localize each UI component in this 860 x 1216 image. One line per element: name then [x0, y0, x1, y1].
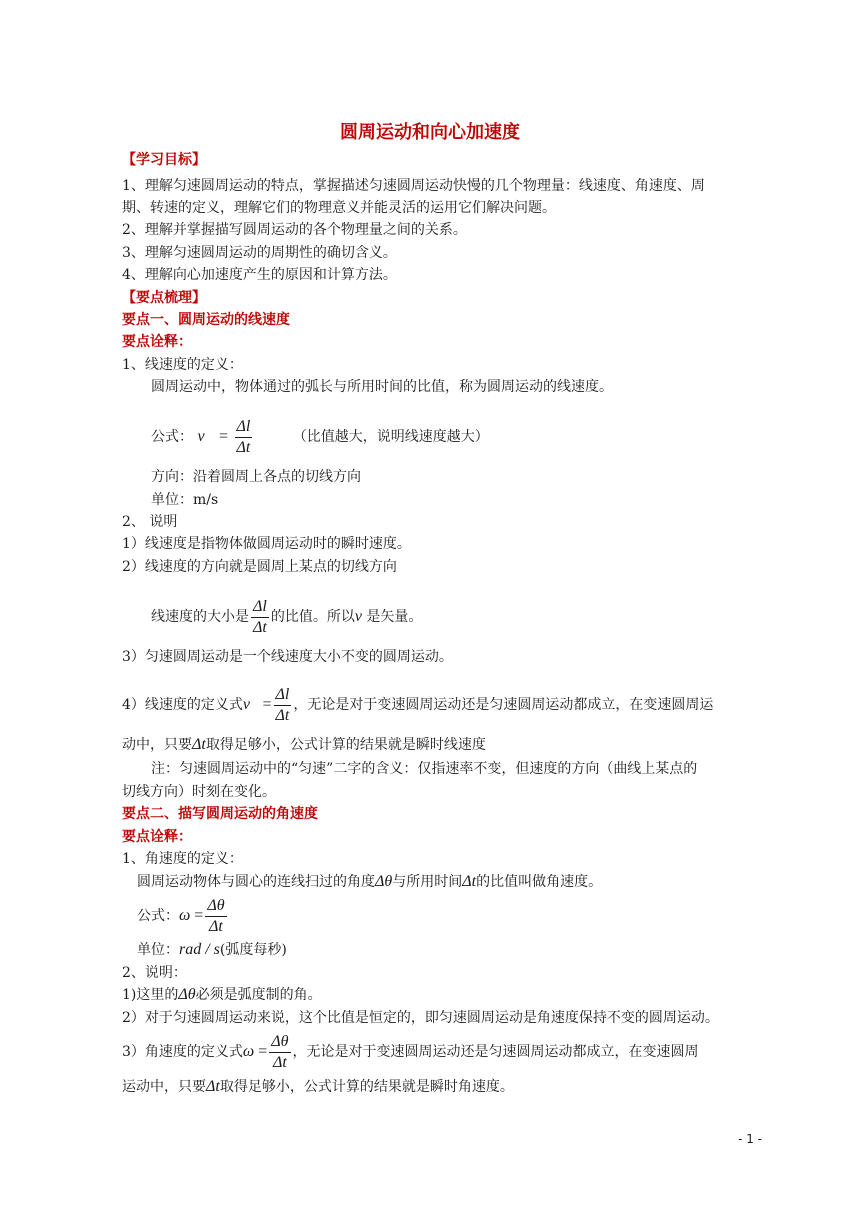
formula-comment: （比值越大，说明线速度越大）: [292, 429, 489, 445]
text-post: 必须是弧度制的角。: [195, 987, 322, 1003]
formula-label: 公式：: [137, 908, 179, 924]
var-v: v: [242, 696, 251, 713]
text-pre: 线速度的大小是: [151, 609, 249, 625]
explain-label: 2、 说明: [122, 514, 178, 530]
speed-magnitude-line: [151, 596, 791, 638]
var-omega: ω: [179, 907, 191, 924]
explain-item-1: 1）线速度是指物体做圆周运动时的瞬时速度。: [122, 536, 411, 552]
text-pre: 运动中，只要: [122, 1079, 206, 1095]
direction-line: 方向：沿着圆周上各点的切线方向: [151, 469, 361, 485]
equals-sign: =: [194, 907, 204, 924]
denominator: Δt: [272, 1053, 287, 1071]
var-omega: ω: [242, 1043, 255, 1060]
angular-velocity-definition-label: 1、角速度的定义：: [122, 851, 243, 867]
equals-sign: =: [262, 696, 272, 713]
fraction-dtheta-dt: [205, 896, 226, 937]
unit-rad-s: rad / s: [179, 941, 220, 958]
formula-label: 公式：: [151, 429, 193, 445]
goal-3: 3、理解匀速圆周运动的周期性的确切含义。: [122, 245, 397, 261]
var-v: v: [354, 608, 362, 625]
text-end: 是矢量。: [366, 609, 423, 625]
text-post: 的比值。所以: [270, 609, 355, 625]
unit-label: 单位：: [137, 942, 179, 958]
delta-t: Δt: [206, 1078, 220, 1095]
point-2-note-heading: 要点诠释：: [122, 829, 192, 845]
angular-unit-line: [137, 941, 777, 959]
var-v: v: [197, 428, 205, 445]
denominator: Δt: [275, 706, 290, 724]
linear-velocity-formula: [151, 416, 791, 458]
goal-1-line-2: 期、转速的定义，理解它们的物理意义并能灵活的运用它们解决问题。: [122, 200, 556, 216]
text-pre: 4）线速度的定义式: [122, 697, 243, 713]
numerator: Δl: [235, 417, 253, 438]
denominator: Δt: [236, 438, 251, 456]
explain2-item-3: [122, 1031, 762, 1073]
point-1-heading: 要点一、圆周运动的线速度: [122, 312, 290, 328]
explain-item-3: 3）匀速圆周运动是一个线速度大小不变的圆周运动。: [122, 649, 453, 665]
equals-sign: =: [258, 1043, 268, 1060]
explain-item-2: 2）线速度的方向就是圆周上某点的切线方向: [122, 559, 397, 575]
denominator: Δt: [209, 917, 223, 935]
fraction-dl-dt: [235, 417, 253, 458]
goal-4: 4、理解向心加速度产生的原因和计算方法。: [122, 267, 397, 283]
explain2-item-1: [122, 986, 762, 1004]
text-pre: 3）角速度的定义式: [122, 1044, 243, 1060]
explain-item-4: [122, 684, 762, 726]
linear-velocity-definition-text: 圆周运动中，物体通过的弧长与所用时间的比值，称为圆周运动的线速度。: [151, 379, 613, 395]
page-number: - 1 -: [738, 1132, 762, 1146]
linear-velocity-definition-label: 1、线速度的定义：: [122, 357, 243, 373]
text-pre: 动中，只要: [122, 737, 192, 753]
point-2-heading: 要点二、描写圆周运动的角速度: [122, 806, 318, 822]
text-pre: 1)这里的: [122, 987, 179, 1003]
equals-sign: =: [219, 428, 229, 445]
text-post: 取得足够小，公式计算的结果就是瞬时线速度: [205, 737, 486, 753]
explain2-item-3-cont: [122, 1078, 762, 1096]
text-post: 取得足够小，公式计算的结果就是瞬时角速度。: [219, 1079, 514, 1095]
delta-theta: Δθ: [178, 986, 196, 1003]
delta-theta: Δθ: [375, 873, 393, 890]
explain2-label: 2、说明：: [122, 965, 187, 981]
goal-1-line-1: 1、理解匀速圆周运动的特点，掌握描述匀速圆周运动快慢的几个物理量：线速度、角速度、周: [122, 178, 705, 194]
delta-t: Δt: [192, 736, 206, 753]
points-heading: 【要点梳理】: [122, 290, 206, 306]
numerator: Δθ: [205, 896, 226, 917]
note-line-2: 切线方向）时刻在变化。: [122, 784, 276, 800]
numerator: Δl: [251, 597, 269, 618]
numerator: Δl: [274, 685, 292, 706]
page-title: 圆周运动和向心加速度: [340, 122, 520, 143]
goals-heading: 【学习目标】: [122, 152, 206, 168]
explain-item-4-cont: [122, 736, 762, 754]
text-post: ，无论是对于变速圆周运动还是匀速圆周运动都成立，在变速圆周: [292, 1044, 699, 1060]
denominator: Δt: [253, 618, 267, 636]
fraction-dtheta-dt: [269, 1032, 290, 1073]
text-post: ，无论是对于变速圆周运动还是匀速圆周运动都成立，在变速圆周运: [293, 697, 714, 713]
fraction-dl-dt: [274, 685, 292, 726]
text-pre: 圆周运动物体与圆心的连线扫过的角度: [137, 874, 375, 890]
goal-2: 2、理解并掌握描写圆周运动的各个物理量之间的关系。: [122, 222, 467, 238]
delta-t: Δt: [462, 873, 477, 890]
text-post: 的比值叫做角速度。: [476, 874, 603, 890]
unit-comment: (弧度每秒): [219, 942, 287, 958]
unit-line: 单位：m/s: [151, 492, 219, 508]
note-line-1: 注：匀速圆周运动中的“匀速”二字的含义：仅指速率不变，但速度的方向（曲线上某点的: [151, 761, 698, 777]
explain2-item-2: 2）对于匀速圆周运动来说，这个比值是恒定的，即匀速圆周运动是角速度保持不变的圆周运动。: [122, 1010, 719, 1026]
angular-velocity-formula: [137, 895, 777, 937]
angular-velocity-definition-text: [137, 873, 777, 891]
numerator: Δθ: [269, 1032, 290, 1053]
text-mid: 与所用时间: [392, 874, 463, 890]
fraction-dl-dt: [251, 597, 269, 638]
point-1-note-heading: 要点诠释：: [122, 334, 192, 350]
